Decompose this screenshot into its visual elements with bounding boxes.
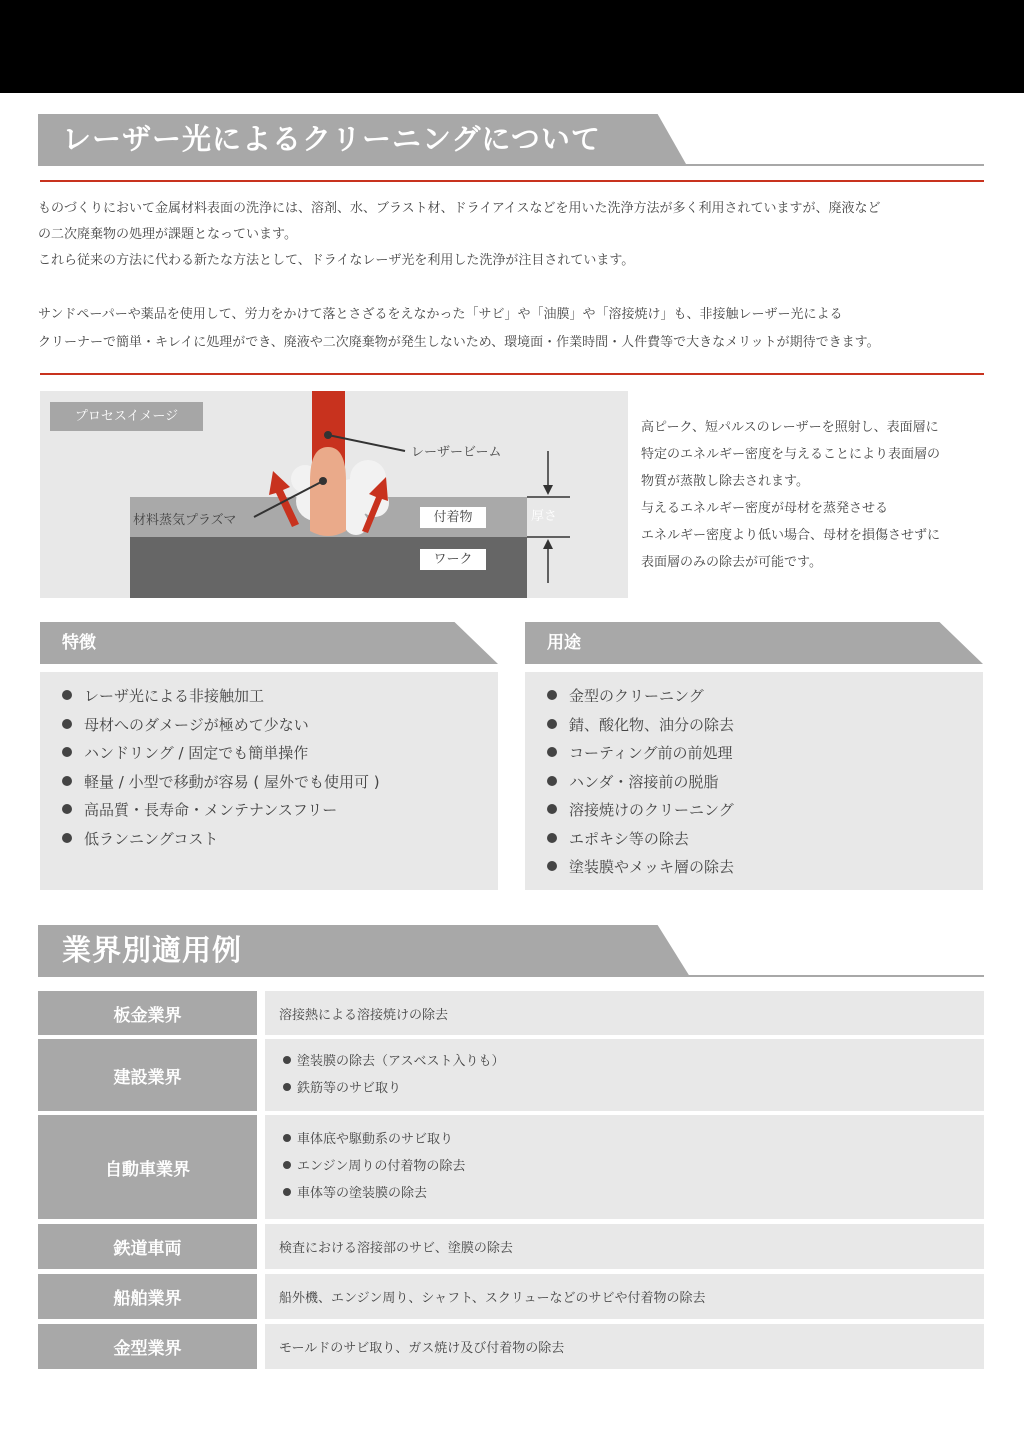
industry-label: 自動車業界 <box>38 1115 257 1219</box>
intro-paragraph <box>38 196 988 274</box>
list-item: 溶接焼けのクリーニング <box>547 796 983 825</box>
thickness-label: 厚さ <box>531 509 558 524</box>
list-item: 鉄筋等のサビ取り <box>283 1075 504 1102</box>
process-description <box>641 414 986 576</box>
plasma-column <box>310 447 346 536</box>
usage-header <box>525 622 983 664</box>
list-item: 塗装膜の除去（アスベスト入りも） <box>283 1048 504 1075</box>
list-item: ハンドリング / 固定でも簡単操作 <box>62 739 498 768</box>
features-title: 特徴 <box>62 633 96 653</box>
industry-label: 船舶業界 <box>38 1274 257 1319</box>
list-item: 低ランニングコスト <box>62 825 498 854</box>
top-black-bar <box>0 0 1024 93</box>
features-panel <box>40 672 498 890</box>
list-item: 軽量 / 小型で移動が容易 ( 屋外でも使用可 ) <box>62 768 498 797</box>
detail-paragraph <box>38 302 998 356</box>
table-row <box>38 1224 984 1269</box>
industry-label: 鉄道車両 <box>38 1224 257 1269</box>
list-item: 高品質・長寿命・メンテナンスフリー <box>62 796 498 825</box>
usage-title: 用途 <box>547 633 581 653</box>
laser-beam-label: レーザービーム <box>411 445 502 460</box>
work-label: ワーク <box>420 549 486 570</box>
description-line: 高ピーク、短パルスのレーザーを照射し、表面層に <box>641 420 939 435</box>
plasma-label: 材料蒸気プラズマ <box>133 513 237 528</box>
section-header-laser-cleaning <box>38 114 984 164</box>
detail-line: クリーナーで簡単・キレイに処理ができ、廃液や二次廃棄物が発生しないため、環境面・作業時間・人件費等で大きなメリットが期待できます。 <box>38 335 880 350</box>
list-item: 母材へのダメージが極めて少ない <box>62 711 498 740</box>
table-row <box>38 1274 984 1319</box>
intro-line: これら従来の方法に代わる新たな方法として、ドライなレーザ光を利用した洗浄が注目されています。 <box>38 253 635 268</box>
features-header <box>40 622 498 664</box>
description-line: 与えるエネルギー密度が母材を蒸発させる <box>641 501 889 516</box>
description-line: 表面層のみの除去が可能です。 <box>641 555 822 570</box>
industry-label: 建設業界 <box>38 1039 257 1111</box>
description-line: 特定のエネルギー密度を与えることにより表面層の <box>641 447 941 462</box>
process-image-label: プロセスイメージ <box>50 402 203 431</box>
table-row <box>38 1324 984 1369</box>
red-divider-top <box>40 180 984 182</box>
industry-value: 検査における溶接部のサビ、塗膜の除去 <box>265 1224 984 1269</box>
detail-line: サンドペーパーや薬品を使用して、労力をかけて落とさざるをえなかった「サビ」や「油膜」や「溶接焼け」も、非接触レーザー光による <box>38 307 843 322</box>
list-item: ハンダ・溶接前の脱脂 <box>547 768 983 797</box>
list-item: 塗装膜やメッキ層の除去 <box>547 853 983 882</box>
deposit-label: 付着物 <box>420 507 486 528</box>
industry-value: モールドのサビ取り、ガス焼け及び付着物の除去 <box>265 1324 984 1369</box>
list-item: 金型のクリーニング <box>547 682 983 711</box>
features-list <box>40 672 498 853</box>
industries-title: 業界別適用例 <box>62 933 243 967</box>
industry-value <box>265 1039 984 1111</box>
industry-label: 金型業界 <box>38 1324 257 1369</box>
list-item: レーザ光による非接触加工 <box>62 682 498 711</box>
table-row <box>38 1115 984 1219</box>
description-line: 物質が蒸散し除去されます。 <box>641 474 809 489</box>
industry-value: 溶接熱による溶接焼けの除去 <box>265 991 984 1035</box>
description-line: エネルギー密度より低い場合、母材を損傷させずに <box>641 528 941 543</box>
industry-value: 船外機、エンジン周り、シャフト、スクリューなどのサビや付着物の除去 <box>265 1274 984 1319</box>
intro-line: ものづくりにおいて金属材料表面の洗浄には、溶剤、水、ブラスト材、ドライアイスなどを用いた洗浄方法が多く利用されていますが、廃液など <box>38 201 881 216</box>
list-item: コーティング前の前処理 <box>547 739 983 768</box>
list-item: 車体等の塗装膜の除去 <box>283 1180 465 1207</box>
usage-list <box>525 672 983 882</box>
industry-label: 板金業界 <box>38 991 257 1035</box>
list-item: エポキシ等の除去 <box>547 825 983 854</box>
red-divider-bottom <box>40 373 984 375</box>
list-item: 錆、酸化物、油分の除去 <box>547 711 983 740</box>
list-item: エンジン周りの付着物の除去 <box>283 1153 465 1180</box>
industry-value <box>265 1115 984 1219</box>
list-item: 車体底や駆動系のサビ取り <box>283 1126 465 1153</box>
table-row <box>38 1039 984 1111</box>
section-title: レーザー光によるクリーニングについて <box>62 122 601 156</box>
table-row <box>38 991 984 1035</box>
section-header-industries <box>38 925 984 975</box>
usage-panel <box>525 672 983 890</box>
intro-line: の二次廃棄物の処理が課題となっています。 <box>38 227 297 242</box>
